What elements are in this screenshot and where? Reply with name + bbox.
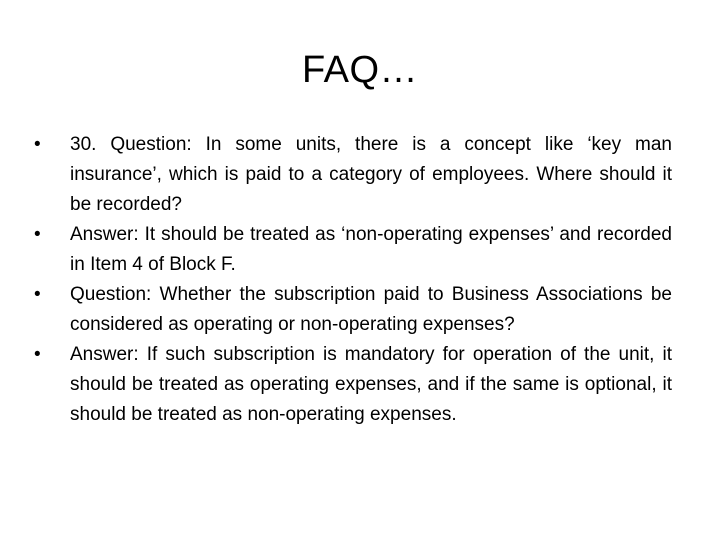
bullet-item-question-30 [34,130,672,220]
bullet-marker: • [34,134,41,155]
bullet-text: Question: Whether the subscription paid to Business Associations be considered as operating or non-operating expenses? [70,284,672,335]
bullet-list [34,130,672,430]
bullet-marker: • [34,224,41,245]
bullet-text: Answer: It should be treated as ‘non-operating expenses’ and recorded in Item 4 of Block F. [70,224,672,275]
bullet-text: Answer: If such subscription is mandatory for operation of the unit, it should be treated as operating expenses, and if the same is optional, it should be treated as non-operating expenses. [70,344,672,425]
bullet-item-question-subscription [34,280,672,340]
slide-title: FAQ… [301,49,419,91]
bullet-marker: • [34,284,41,305]
bullet-item-answer-subscription [34,340,672,430]
bullet-item-answer-30 [34,220,672,280]
bullet-marker: • [34,344,41,365]
bullet-text: 30. Question: In some units, there is a concept like ‘key man insurance’, which is paid to a category of employees. Where should it be recorded? [70,134,672,215]
